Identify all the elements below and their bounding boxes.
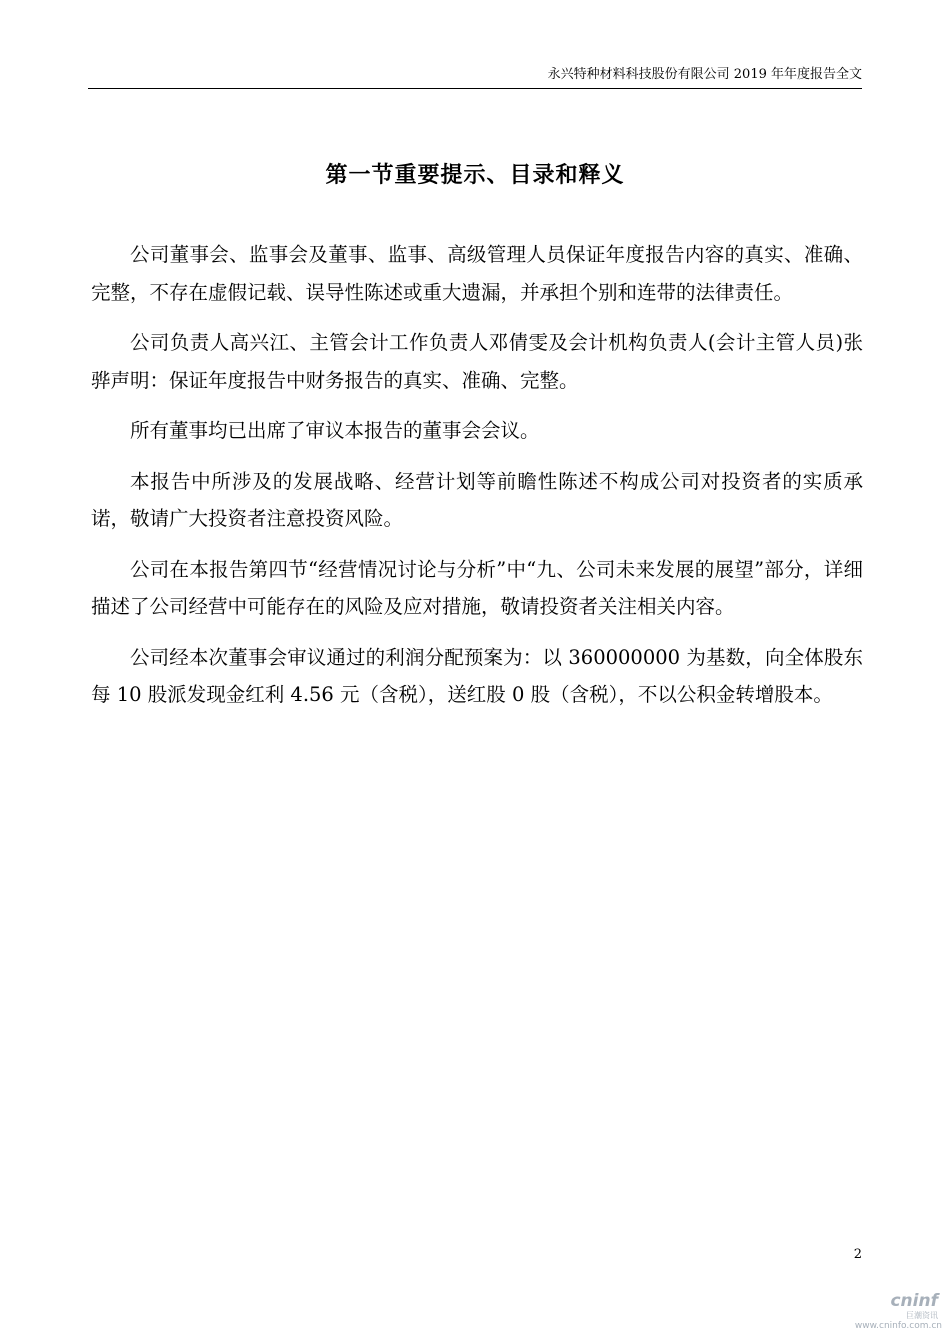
- cninfo-logo-text: cninf: [890, 1291, 938, 1311]
- paragraph-directors-attendance: 所有董事均已出席了审议本报告的董事会会议。: [130, 419, 540, 442]
- paragraph-risk-reference: 公司在本报告第四节“经营情况讨论与分析”中“九、公司未来发展的展望”部分，详细描述了公司经营中可能存在的风险及应对措施，敬请投资者关注相关内容。: [91, 557, 863, 618]
- cninfo-logo-subtitle: 巨潮资讯: [906, 1311, 938, 1320]
- running-header: [88, 62, 862, 89]
- page-number: 2: [853, 1247, 862, 1262]
- paragraph-board-guarantee: 公司董事会、监事会及董事、监事、高级管理人员保证年度报告内容的真实、准确、完整，不存在虚假记载、误导性陈述或重大遗漏，并承担个别和连带的法律责任。: [91, 243, 863, 304]
- document-body: [91, 236, 863, 727]
- cninfo-watermark-logo: [832, 1291, 942, 1335]
- section-title: 第一节重要提示、目录和释义: [325, 162, 625, 188]
- running-header-title: 永兴特种材料科技股份有限公司 2019 年年度报告全文: [547, 67, 862, 82]
- paragraph-profit-distribution: 公司经本次董事会审议通过的利润分配预案为：以 360000000 为基数，向全体股东每 10 股派发现金红利 4.56 元（含税），送红股 0 股（含税），不以公积金转增股本。: [91, 645, 863, 706]
- cninfo-logo-url: www.cninfo.com.cn: [854, 1321, 942, 1331]
- paragraph-responsible-persons: 公司负责人高兴江、主管会计工作负责人邓倩雯及会计机构负责人(会计主管人员)张骅声明：保证年度报告中财务报告的真实、准确、完整。: [91, 331, 863, 392]
- paragraph-forward-looking: 本报告中所涉及的发展战略、经营计划等前瞻性陈述不构成公司对投资者的实质承诺，敬请广大投资者注意投资风险。: [91, 469, 863, 530]
